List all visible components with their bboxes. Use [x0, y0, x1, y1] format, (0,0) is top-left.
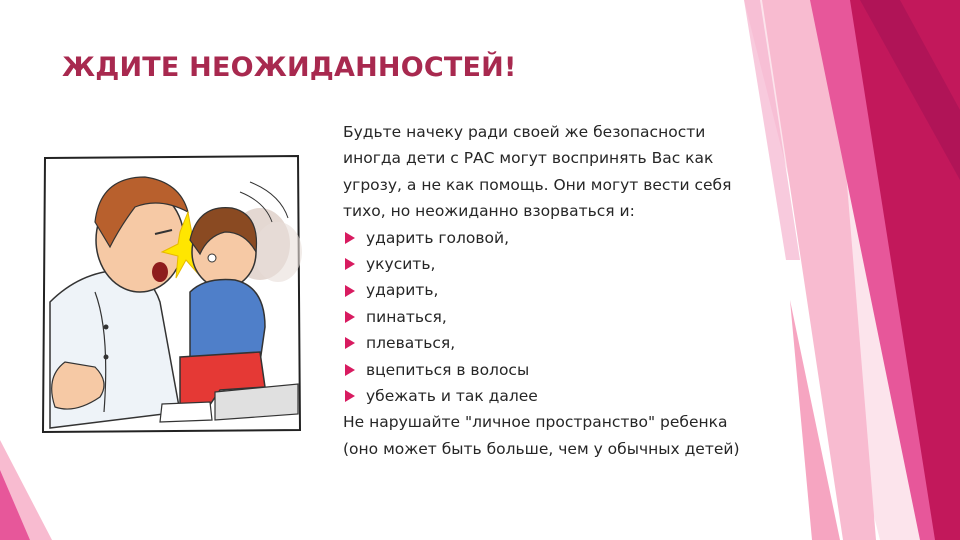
intro-line: Будьте начеку ради своей же безопасности [343, 123, 706, 141]
bullet-label: плеваться, [366, 334, 456, 353]
list-item [343, 304, 763, 330]
bullet-label: ударить, [366, 281, 439, 300]
closing-line: Не нарушайте "личное пространство" ребенка [343, 413, 728, 432]
bullet-label: укусить, [366, 255, 436, 274]
list-item [343, 330, 763, 356]
arrow-right-icon [345, 285, 355, 297]
arrow-right-icon [345, 232, 355, 244]
arrow-right-icon [345, 258, 355, 270]
bullet-label: пинаться, [366, 307, 447, 326]
bullet-list [343, 225, 763, 410]
body-text [343, 119, 763, 462]
list-item [343, 277, 763, 303]
closing-line: (оно может быть больше, чем у обычных детей) [343, 439, 740, 458]
intro-line: тихо, но неожиданно взорваться и: [343, 202, 635, 221]
bullet-label: ударить головой, [366, 228, 510, 247]
arrow-right-icon [345, 337, 355, 349]
arrow-right-icon [345, 311, 355, 323]
bullet-label: убежать и так далее [366, 387, 538, 406]
illustration-headbutt [40, 152, 302, 434]
slide-title: ЖДИТЕ НЕОЖИДАННОСТЕЙ! [62, 52, 517, 83]
intro-line: иногда дети с РАС могут воспринять Вас как [343, 149, 714, 168]
intro-line: угрозу, а не как помощь. Они могут вести себя [343, 175, 732, 194]
list-item [343, 251, 763, 277]
list-item [343, 357, 763, 383]
arrow-right-icon [345, 364, 355, 376]
arrow-right-icon [345, 390, 355, 402]
bullet-label: вцепиться в волосы [366, 360, 530, 379]
list-item [343, 383, 763, 409]
list-item [343, 225, 763, 251]
